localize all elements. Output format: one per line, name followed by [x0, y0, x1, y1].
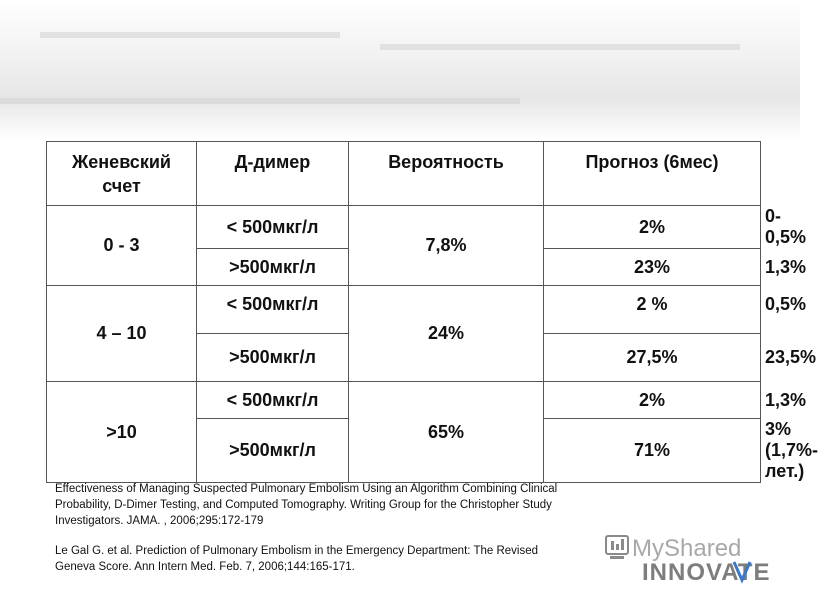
ddimer-cell: >500мкг/л	[197, 334, 349, 382]
percent-cell: 27,5%	[544, 334, 761, 382]
percent-cell: 71%	[544, 419, 761, 483]
header-d-dimer: Д-димер	[197, 142, 349, 206]
table-row: 0 - 3 < 500мкг/л 7,8% 2% 0- 0,5%	[47, 206, 761, 249]
ddimer-cell: >500мкг/л	[197, 249, 349, 286]
geneva-score-table	[46, 141, 818, 483]
reference-christopher-study: Effectiveness of Managing Suspected Pulmonary Embolism Using an Algorithm Combining Clinical Probability, D-Dimer Testing, and Computed Tomography. Writing Group for the Christopher Study Investigators. JAMA. , 2006;295:172-179	[55, 483, 558, 527]
decorative-stripe	[380, 44, 740, 50]
percent-cell: 23%	[544, 249, 761, 286]
header-probability: Вероятность	[349, 142, 544, 206]
watermark-line2: INNOVATE	[642, 559, 771, 586]
table-header-row	[47, 142, 761, 206]
probability-cell: 65%	[349, 382, 544, 483]
decorative-stripe	[0, 98, 520, 104]
score-cell: 0 - 3	[47, 206, 197, 286]
header-gradient-band	[0, 0, 800, 140]
probability-cell: 7,8%	[349, 206, 544, 286]
table-row: >10 < 500мкг/л 65% 2% 1,3%	[47, 382, 761, 419]
header-prognosis: Прогноз (6мес)	[544, 142, 761, 206]
score-cell: 4 – 10	[47, 286, 197, 382]
decorative-stripe	[40, 32, 340, 38]
ddimer-cell: < 500мкг/л	[197, 382, 349, 419]
ddimer-cell: >500мкг/л	[197, 419, 349, 483]
percent-cell: 2 %	[544, 286, 761, 334]
ddimer-cell: < 500мкг/л	[197, 206, 349, 249]
references-block	[55, 481, 575, 589]
probability-cell: 24%	[349, 286, 544, 382]
ddimer-cell: < 500мкг/л	[197, 286, 349, 334]
myshared-innovate-watermark	[602, 532, 792, 584]
myshared-logo-icon	[602, 532, 792, 584]
reference-geneva-score: Le Gal G. et al. Prediction of Pulmonary Embolism in the Emergency Department: The Revised Geneva Score. Ann Intern Med. Feb. 7, 2006;144:165-171.	[55, 545, 539, 573]
score-cell: >10	[47, 382, 197, 483]
table-row: >500мкг/л 27,5% 23,5%	[47, 334, 761, 382]
percent-cell: 2%	[544, 206, 761, 249]
table-row: >500мкг/л 71% 3%(1,7%-лет.)	[47, 419, 761, 483]
watermark-line1: MyShared	[632, 535, 742, 562]
header-geneva-score: Женевский счет	[47, 142, 197, 206]
table-row: 4 – 10 < 500мкг/л 24% 2 % 0,5%	[47, 286, 761, 334]
table-row: >500мкг/л 23% 1,3%	[47, 249, 761, 286]
percent-cell: 2%	[544, 382, 761, 419]
